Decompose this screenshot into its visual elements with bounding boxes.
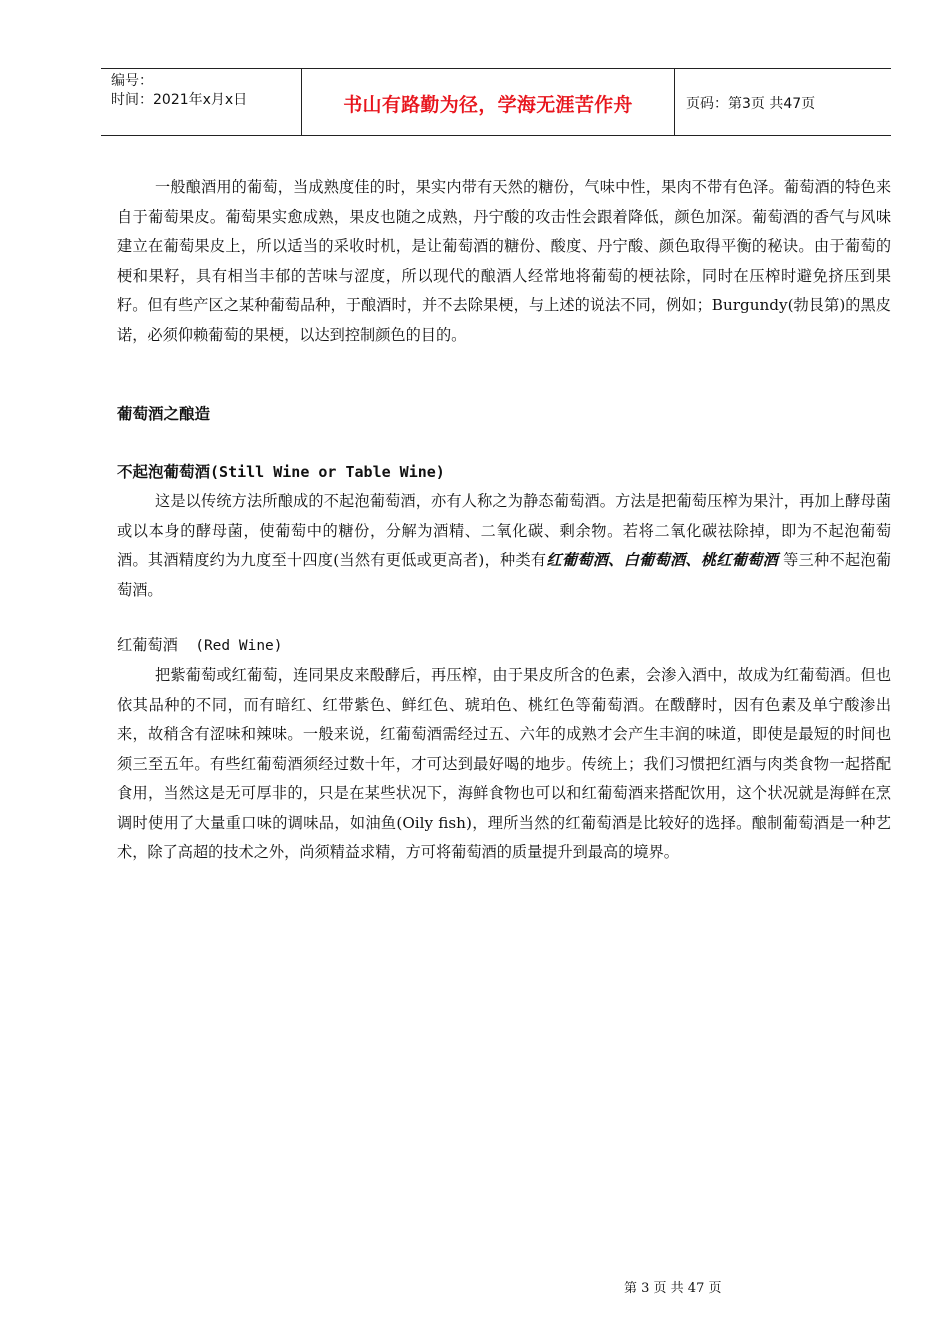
header-page-info: 页码：第3页 共47页 [686, 96, 816, 112]
still-wine-heading-en: (Still Wine or Table Wine) [210, 463, 445, 481]
intro-paragraph-block [117, 173, 891, 350]
still-wine-paragraph-block [117, 487, 891, 605]
still-wine-heading-cn: 不起泡葡萄酒 [117, 463, 211, 481]
header-right-cell [675, 69, 891, 135]
still-wine-heading [117, 460, 445, 482]
date-label: 时间：2021年x月x日 [111, 92, 248, 108]
intro-paragraph: 一般酿酒用的葡萄，当成熟度佳的时，果实内带有天然的糖份，气味中性，果肉不带有色泽。葡萄酒的特色来自于葡萄果皮。葡萄果实愈成熟，果皮也随之成熟，丹宁酸的攻击性会跟着降低，颜色加深。葡萄酒的香气与风味建立在葡萄果皮上，所以适当的采收时机，是让葡萄酒的糖份、酸度、丹宁酸、颜色取得平衡的秘诀。由于葡萄的梗和果籽，具有相当丰郁的苦味与涩度，所以现代的酿酒人经常地将葡萄的梗祛除，同时在压榨时避免挤压到果籽。但有些产区之某种葡萄品种，于酿酒时，并不去除果梗，与上述的说法不同，例如；Burgundy(勃艮第)的黑皮诺，必须仰赖葡萄的果梗，以达到控制颜色的目的。 [117, 178, 891, 344]
page-header [101, 68, 891, 136]
serial-label: 编号： [111, 73, 153, 89]
header-motto: 书山有路勤为径，学海无涯苦作舟 [343, 94, 633, 116]
still-wine-paragraph [117, 487, 891, 605]
still-wine-text-a: 这是以传统方法所酿成的不起泡葡萄酒，亦有人称之为静态葡萄酒。方法是把葡萄压榨为果汁，再加上酵母菌或以本身的酵母菌，使葡萄中的糖份，分解为酒精、二氧化碳、剩余物。若将二氧化碳祛除掉，即为不起泡葡萄酒。其酒精度约为九度至十四度(当然有更低或更高者)，种类有 [117, 492, 891, 569]
red-wine-heading-cn: 红葡萄酒 [117, 636, 178, 654]
red-wine-heading-en: (Red Wine) [177, 638, 283, 654]
still-wine-text-b: 等三种不起泡葡萄酒。 [117, 551, 892, 599]
section-title: 葡萄酒之酿造 [117, 405, 211, 423]
red-wine-paragraph: 把紫葡萄或红葡萄，连同果皮来酘酵后，再压榨，由于果皮所含的色素，会渗入酒中，故成为红葡萄酒。但也依其品种的不同，而有暗红、红带紫色、鲜红色、琥珀色、桃红色等葡萄酒。在酦酵时，因有色素及单宁酸渗出来，故稍含有涩味和辣味。一般来说，红葡萄酒需经过五、六年的成熟才会产生丰润的味道，即使是最短的时间也须三至五年。有些红葡萄酒须经过数十年，才可达到最好喝的地步。传统上；我们习惯把红酒与肉类食物一起搭配食用，当然这是无可厚非的，只是在某些状况下，海鲜食物也可以和红葡萄酒来搭配饮用，这个状况就是海鲜在烹调时使用了大量重口味的调味品，如油鱼(Oily fish)，理所当然的红葡萄酒是比较好的选择。酿制葡萄酒是一种艺术，除了高超的技术之外，尚须精益求精，方可将葡萄酒的质量提升到最高的境界。 [117, 666, 891, 861]
footer-page-number: 第 3 页 共 47 页 [624, 1281, 722, 1296]
header-motto-cell [302, 69, 675, 135]
red-wine-paragraph-block [117, 661, 891, 868]
wine-types-emphasis: 红葡萄酒、白葡萄酒、桃红葡萄酒 [546, 551, 779, 569]
header-left-cell [101, 69, 302, 135]
red-wine-heading [117, 634, 283, 655]
